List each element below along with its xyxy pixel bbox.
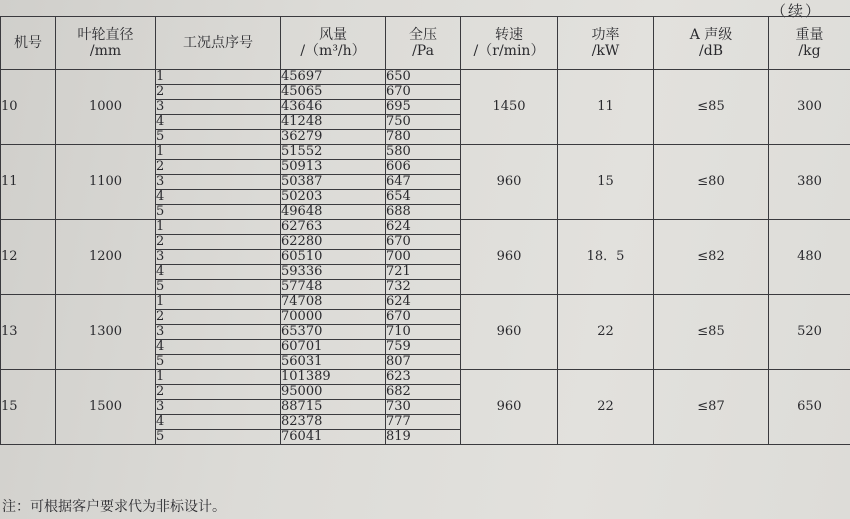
total-pressure-cell: 654: [386, 190, 461, 205]
speed-cell: 960: [461, 220, 558, 295]
airflow-cell: 101389: [281, 370, 386, 385]
airflow-cell: 36279: [281, 130, 386, 145]
total-pressure-cell: 580: [386, 145, 461, 160]
operating-point-cell: 5: [156, 430, 281, 445]
operating-point-cell: 2: [156, 235, 281, 250]
operating-point-cell: 2: [156, 310, 281, 325]
noise-cell: ≤80: [654, 145, 769, 220]
total-pressure-cell: 624: [386, 295, 461, 310]
power-cell: 22: [558, 370, 654, 445]
header-noise: A 声级 /dB: [654, 17, 769, 70]
operating-point-cell: 2: [156, 160, 281, 175]
operating-point-cell: 2: [156, 385, 281, 400]
operating-point-cell: 3: [156, 325, 281, 340]
total-pressure-cell: 606: [386, 160, 461, 175]
table-body: [1, 70, 850, 445]
operating-point-cell: 3: [156, 100, 281, 115]
header-point: 工况点序号: [156, 17, 281, 70]
operating-point-cell: 4: [156, 115, 281, 130]
impeller-diameter-cell: 1300: [56, 295, 156, 370]
total-pressure-cell: 777: [386, 415, 461, 430]
operating-point-cell: 5: [156, 130, 281, 145]
airflow-cell: 62280: [281, 235, 386, 250]
airflow-cell: 49648: [281, 205, 386, 220]
airflow-cell: 74708: [281, 295, 386, 310]
operating-point-cell: 4: [156, 265, 281, 280]
fan-spec-table: [0, 16, 850, 445]
airflow-cell: 70000: [281, 310, 386, 325]
airflow-cell: 43646: [281, 100, 386, 115]
total-pressure-cell: 670: [386, 235, 461, 250]
noise-cell: ≤85: [654, 70, 769, 145]
impeller-diameter-cell: 1200: [56, 220, 156, 295]
noise-cell: ≤85: [654, 295, 769, 370]
total-pressure-cell: 721: [386, 265, 461, 280]
operating-point-cell: 5: [156, 205, 281, 220]
total-pressure-cell: 650: [386, 70, 461, 85]
weight-cell: 520: [769, 295, 850, 370]
operating-point-cell: 3: [156, 250, 281, 265]
airflow-cell: 50387: [281, 175, 386, 190]
operating-point-cell: 3: [156, 400, 281, 415]
airflow-cell: 57748: [281, 280, 386, 295]
total-pressure-cell: 730: [386, 400, 461, 415]
header-power: 功率 /kW: [558, 17, 654, 70]
speed-cell: 960: [461, 145, 558, 220]
total-pressure-cell: 780: [386, 130, 461, 145]
airflow-cell: 45697: [281, 70, 386, 85]
speed-cell: 960: [461, 295, 558, 370]
total-pressure-cell: 695: [386, 100, 461, 115]
noise-cell: ≤82: [654, 220, 769, 295]
total-pressure-cell: 670: [386, 85, 461, 100]
machine-number-cell: 10: [1, 70, 56, 145]
total-pressure-cell: 688: [386, 205, 461, 220]
airflow-cell: 51552: [281, 145, 386, 160]
total-pressure-cell: 759: [386, 340, 461, 355]
header-weight: 重量 /kg: [769, 17, 850, 70]
airflow-cell: 76041: [281, 430, 386, 445]
machine-number-cell: 15: [1, 370, 56, 445]
total-pressure-cell: 819: [386, 430, 461, 445]
airflow-cell: 62763: [281, 220, 386, 235]
header-diameter: 叶轮直径 /mm: [56, 17, 156, 70]
total-pressure-cell: 700: [386, 250, 461, 265]
power-cell: 11: [558, 70, 654, 145]
machine-number-cell: 11: [1, 145, 56, 220]
operating-point-cell: 1: [156, 145, 281, 160]
impeller-diameter-cell: 1100: [56, 145, 156, 220]
header-row: [1, 17, 850, 70]
weight-cell: 300: [769, 70, 850, 145]
airflow-cell: 50203: [281, 190, 386, 205]
power-cell: 15: [558, 145, 654, 220]
operating-point-cell: 1: [156, 370, 281, 385]
weight-cell: 650: [769, 370, 850, 445]
airflow-cell: 45065: [281, 85, 386, 100]
table-row: [1, 220, 850, 235]
total-pressure-cell: 647: [386, 175, 461, 190]
table-row: [1, 295, 850, 310]
total-pressure-cell: 682: [386, 385, 461, 400]
airflow-cell: 65370: [281, 325, 386, 340]
operating-point-cell: 4: [156, 415, 281, 430]
machine-number-cell: 13: [1, 295, 56, 370]
operating-point-cell: 4: [156, 340, 281, 355]
header-machine: 机号: [1, 17, 56, 70]
airflow-cell: 82378: [281, 415, 386, 430]
continued-label: （续）: [770, 2, 822, 20]
airflow-cell: 41248: [281, 115, 386, 130]
speed-cell: 960: [461, 370, 558, 445]
operating-point-cell: 2: [156, 85, 281, 100]
airflow-cell: 95000: [281, 385, 386, 400]
airflow-cell: 56031: [281, 355, 386, 370]
noise-cell: ≤87: [654, 370, 769, 445]
table-row: [1, 145, 850, 160]
operating-point-cell: 5: [156, 355, 281, 370]
header-speed: 转速 /（r/min）: [461, 17, 558, 70]
airflow-cell: 88715: [281, 400, 386, 415]
weight-cell: 380: [769, 145, 850, 220]
footnote: 注：可根据客户要求代为非标设计。: [2, 499, 226, 515]
machine-number-cell: 12: [1, 220, 56, 295]
operating-point-cell: 4: [156, 190, 281, 205]
total-pressure-cell: 807: [386, 355, 461, 370]
airflow-cell: 50913: [281, 160, 386, 175]
airflow-cell: 60701: [281, 340, 386, 355]
weight-cell: 480: [769, 220, 850, 295]
total-pressure-cell: 670: [386, 310, 461, 325]
table-row: [1, 70, 850, 85]
power-cell: 22: [558, 295, 654, 370]
airflow-cell: 60510: [281, 250, 386, 265]
operating-point-cell: 1: [156, 70, 281, 85]
operating-point-cell: 5: [156, 280, 281, 295]
operating-point-cell: 1: [156, 295, 281, 310]
total-pressure-cell: 623: [386, 370, 461, 385]
impeller-diameter-cell: 1500: [56, 370, 156, 445]
operating-point-cell: 1: [156, 220, 281, 235]
impeller-diameter-cell: 1000: [56, 70, 156, 145]
operating-point-cell: 3: [156, 175, 281, 190]
airflow-cell: 59336: [281, 265, 386, 280]
total-pressure-cell: 750: [386, 115, 461, 130]
power-cell: 18．5: [558, 220, 654, 295]
speed-cell: 1450: [461, 70, 558, 145]
total-pressure-cell: 732: [386, 280, 461, 295]
total-pressure-cell: 710: [386, 325, 461, 340]
header-pressure: 全压 /Pa: [386, 17, 461, 70]
total-pressure-cell: 624: [386, 220, 461, 235]
table-row: [1, 370, 850, 385]
header-airflow: 风量 /（m³/h）: [281, 17, 386, 70]
